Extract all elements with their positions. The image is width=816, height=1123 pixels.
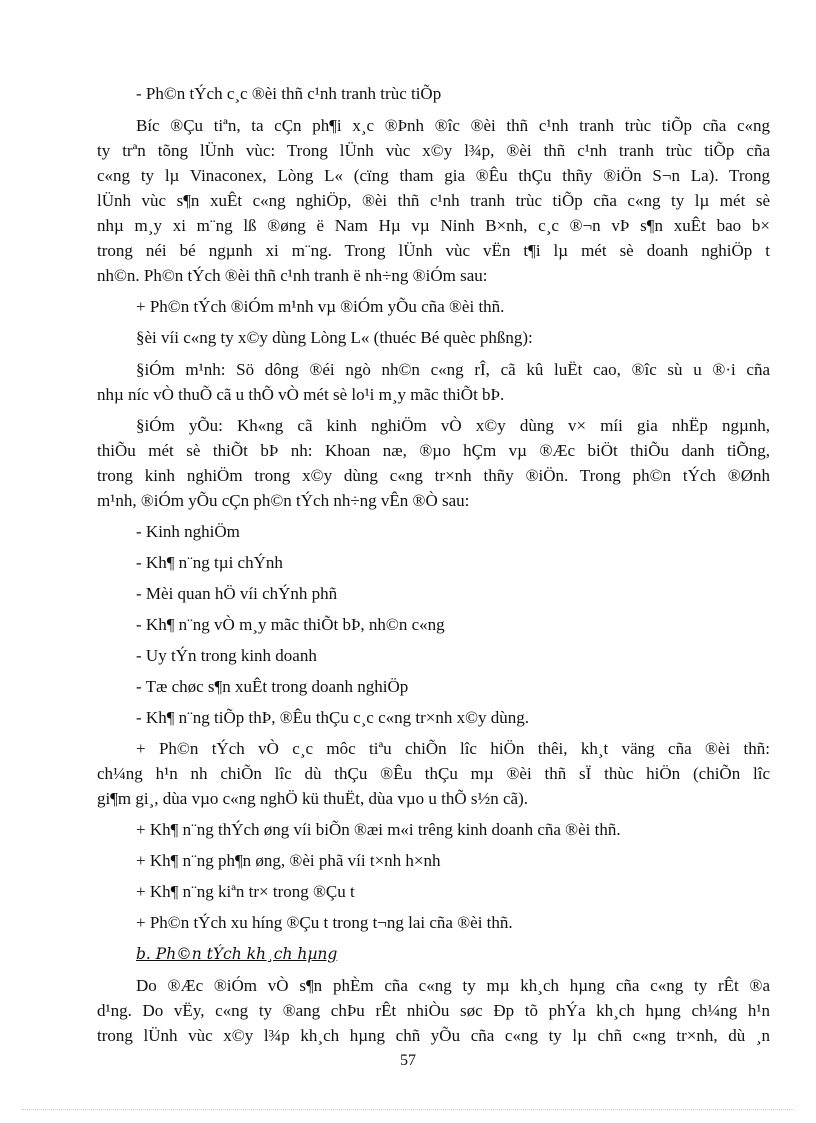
text-line: + Ph©n tÝch ®iÓm m¹nh vµ ®iÓm yÕu cña ®èi thñ. xyxy=(136,297,505,316)
text-line: §èi víi c«ng ty x©y dùng Lòng L« (thuéc Bé quèc phßng): xyxy=(136,328,533,347)
text-line: trong néi bé ngµnh xi m¨ng. Trong lÜnh vùc vËn t¶i lµ mét sè doanh nghiÖp t xyxy=(97,241,770,260)
list-item: - Tæ chøc s¶n xuÊt trong doanh nghiÖp xyxy=(136,677,409,696)
text-line: + Kh¶ n¨ng ph¶n øng, ®èi phã víi t×nh h×nh xyxy=(136,851,441,870)
text-line: ty trªn tõng lÜnh vùc: Trong lÜnh vùc x©y l¾p, ®èi thñ c¹nh tranh trùc tiÕp cña xyxy=(97,141,770,160)
text-line: c«ng ty lµ Vinaconex, Lòng L« (cïng tham gia ®Êu thÇu thñy ®iÖn S¬n La). Trong xyxy=(97,166,770,185)
text-line: + Ph©n tÝch xu híng ®Çu t trong t¬ng lai cña ®èi thñ. xyxy=(136,913,513,932)
text-line: + Kh¶ n¨ng thÝch øng víi biÕn ®æi m«i trêng kinh doanh cña ®èi thñ. xyxy=(136,820,621,839)
text-line: nhµ níc vÒ thuÕ cã u thÕ vÒ mét sè lo¹i m¸y mãc thiÕt bÞ. xyxy=(97,385,505,404)
text-line: nh©n. Ph©n tÝch ®èi thñ c¹nh tranh ë nh÷ng ®iÓm sau: xyxy=(97,266,488,285)
list-item: - Uy tÝn trong kinh doanh xyxy=(136,646,317,665)
text-line: nhµ m¸y xi m¨ng lß ®øng ë Nam Hµ vµ Ninh B×nh, c¸c ®¬n vÞ s¶n xuÊt bao b× xyxy=(97,216,770,235)
list-item: - Kinh nghiÖm xyxy=(136,522,240,541)
text-line: Do ®Æc ®iÓm vÒ s¶n phÈm cña c«ng ty mµ kh¸ch hµng cña c«ng ty rÊt ®a xyxy=(136,976,770,995)
text-line: gi¶m gi¸, dùa vµo c«ng nghÖ kü thuËt, dùa vµo u thÕ s½n cã). xyxy=(97,789,528,808)
section-heading: b. Ph©n tÝch kh¸ch hµng xyxy=(136,945,338,963)
text-line: + Kh¶ n¨ng kiªn tr× trong ®Çu t xyxy=(136,882,355,901)
text-line: §iÓm yÕu: Kh«ng cã kinh nghiÖm vÒ x©y dùng v× míi gia nhËp ngµnh, xyxy=(136,416,770,435)
text-line: trong kinh nghiÖm trong x©y dùng c«ng tr×nh thñy ®iÖn. Trong ph©n tÝch ®Ønh xyxy=(97,466,770,485)
list-item: - Kh¶ n¨ng tiÕp thÞ, ®Êu thÇu c¸c c«ng tr×nh x©y dùng. xyxy=(136,708,530,727)
text-line: Bíc ®Çu tiªn, ta cÇn ph¶i x¸c ®Þnh ®îc ®èi thñ c¹nh tranh trùc tiÕp cña c«ng xyxy=(136,116,770,135)
list-item: - Mèi quan hÖ víi chÝnh phñ xyxy=(136,584,338,603)
list-item: - Kh¶ n¨ng vÒ m¸y mãc thiÕt bÞ, nh©n c«ng xyxy=(136,615,445,634)
text-line: + Ph©n tÝch vÒ c¸c môc tiªu chiÕn lîc hiÖn thêi, kh¸t väng cña ®èi thñ: xyxy=(136,739,770,758)
page-border-divider xyxy=(22,1109,794,1110)
text-line: §iÓm m¹nh: Sö dông ®éi ngò nh©n c«ng rÎ, cã kû luËt cao, ®îc sù u ®·i cña xyxy=(136,360,770,379)
text-line: trong lÜnh vùc x©y l¾p kh¸ch hµng chñ yÕu cña c«ng ty lµ chñ c«ng tr×nh, dù ¸n xyxy=(97,1026,770,1045)
text-line: m¹nh, ®iÓm yÕu cÇn ph©n tÝch nh÷ng vÊn ®Ò sau: xyxy=(97,491,470,510)
text-line: ch¼ng h¹n nh chiÕn lîc dù thÇu ®Êu thÇu mµ ®èi thñ sÏ thùc hiÖn (chiÕn lîc xyxy=(97,764,770,783)
text-line: - Ph©n tÝch c¸c ®èi thñ c¹nh tranh trùc tiÕp xyxy=(136,84,442,103)
page-number: 57 xyxy=(400,1052,416,1069)
text-line: thiÕu mét sè thiÕt bÞ nh: Khoan næ, ®µo hÇm vµ ®Æc biÖt thiÕu danh tiÕng, xyxy=(97,441,770,460)
text-line: d¹ng. Do vËy, c«ng ty ®ang chÞu rÊt nhiÒu søc Ðp tõ phÝa kh¸ch hµng ch¼ng h¹n xyxy=(97,1001,770,1020)
text-line: lÜnh vùc s¶n xuÊt c«ng nghiÖp, ®èi thñ c¹nh tranh trùc tiÕp cña c«ng ty lµ mét sè xyxy=(97,191,770,210)
list-item: - Kh¶ n¨ng tµi chÝnh xyxy=(136,553,283,572)
